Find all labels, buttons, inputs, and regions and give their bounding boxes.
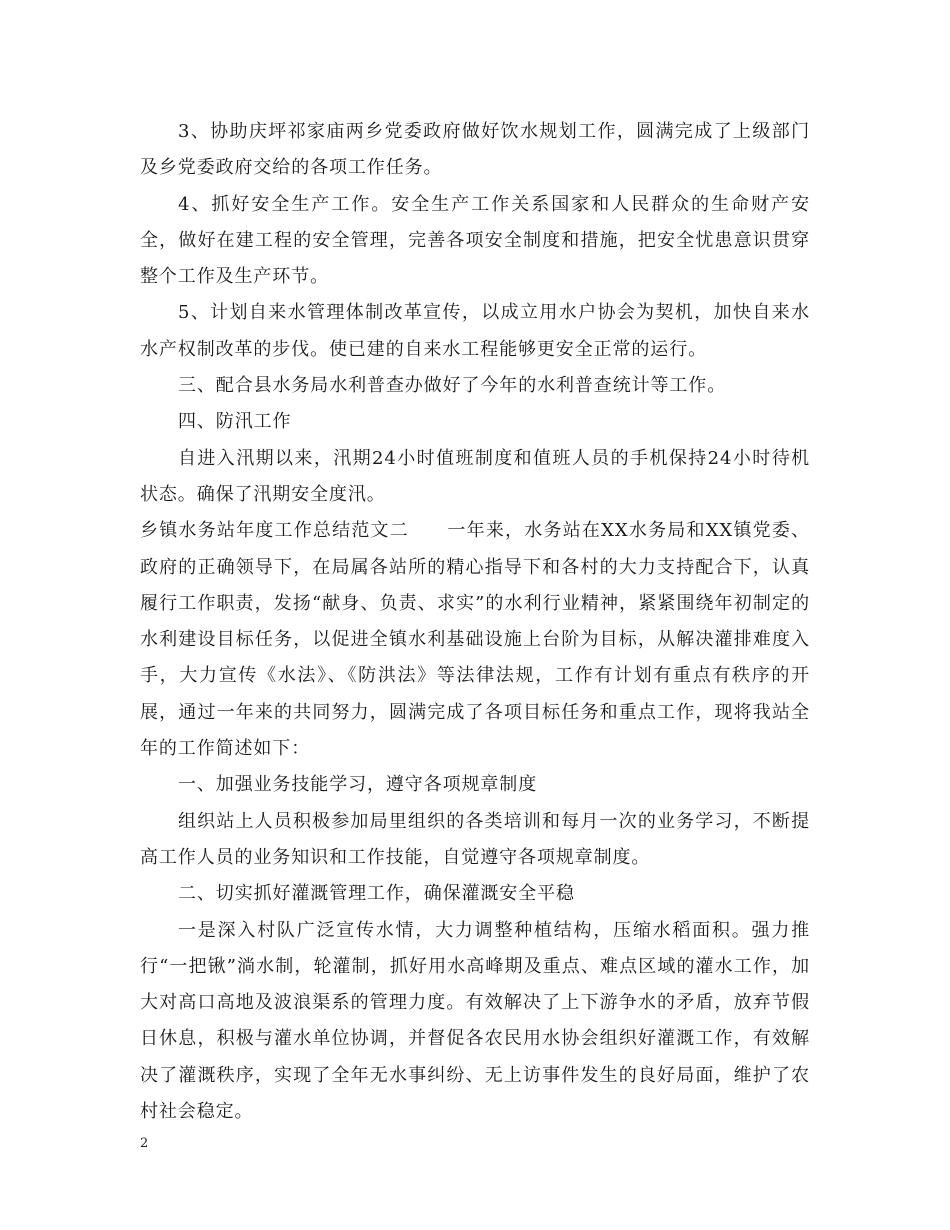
paragraph-item-3: 3、协助庆坪祁家庙两乡党委政府做好饮水规划工作，圆满完成了上级部门及乡党委政府交给的各项工作任务。 <box>140 121 810 179</box>
document-body <box>140 114 810 1130</box>
training-paragraph: 组织站上人员积极参加局里组织的各类培训和每月一次的业务学习，不断提高工作人员的业务知识和工作技能，自觉遵守各项规章制度。 <box>140 810 810 868</box>
paragraph-item-5: 5、计划自来水管理体制改革宣传，以成立用水户协会为契机，加快自来水水产权制改革的步伐。使已建的自来水工程能够更安全正常的运行。 <box>140 302 810 360</box>
flood-control-paragraph: 自进入汛期以来，汛期24小时值班制度和值班人员的手机保持24小时待机状态。确保了汛期安全度汛。 <box>140 447 810 505</box>
page-number: 2 <box>140 1136 149 1151</box>
irrigation-management-paragraph: 一是深入村队广泛宣传水情，大力调整种植结构，压缩水稻面积。强力推行“一把锹”淌水制，轮灌制，抓好用水高峰期及重点、难点区域的灌水工作，加大对高口高地及波浪渠系的管理力度。有效解决了上下游争水的矛盾，放弃节假日休息，积极与灌水单位协调，并督促各农民用水协会组织好灌溉工作，有效解决了灌溉秩序，实现了全年无水事纠纷、无上访事件发生的良好局面，维护了农村社会稳定。 <box>140 919 810 1123</box>
section-heading-3: 三、配合县水务局水利普查办做好了今年的水利普查统计等工作。 <box>178 375 727 397</box>
section-heading-1: 一、加强业务技能学习，遵守各项规章制度 <box>178 774 538 796</box>
summary-intro-paragraph: 乡镇水务站年度工作总结范文二 一年来，水务站在XX水务局和XX镇党委、政府的正确领导下，在局属各站所的精心指导下和各村的大力支持配合下，认真履行工作职责，发扬“献身、负责、求实”的水利行业精神，紧紧围绕年初制定的水利建设目标任务，以促进全镇水利基础设施上台阶为目标，从解决灌排难度入手，大力宣传《水法》、《防洪法》等法律法规，工作有计划有重点有秩序的开展，通过一年来的共同努力，圆满完成了各项目标任务和重点工作，现将我站全年的工作简述如下： <box>140 520 810 760</box>
section-heading-4: 四、防汛工作 <box>178 411 292 433</box>
paragraph-item-4: 4、抓好安全生产工作。安全生产工作关系国家和人民群众的生命财产安全，做好在建工程的安全管理，完善各项安全制度和措施，把安全忧患意识贯穿整个工作及生产环节。 <box>140 193 810 288</box>
section-heading-2: 二、切实抓好灌溉管理工作，确保灌溉安全平稳 <box>178 883 575 905</box>
